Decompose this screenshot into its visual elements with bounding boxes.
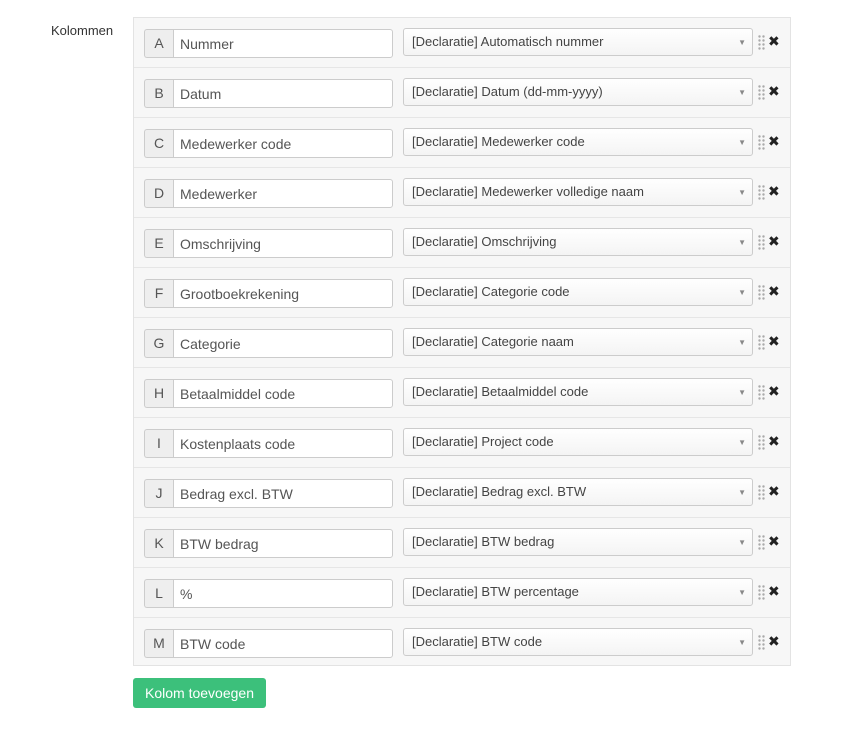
field-select-value: [Declaratie] Omschrijving bbox=[412, 234, 557, 249]
field-select-value: [Declaratie] Categorie code bbox=[412, 284, 570, 299]
field-select-value: [Declaratie] Categorie naam bbox=[412, 334, 574, 349]
field-select[interactable] bbox=[403, 128, 753, 156]
column-row bbox=[134, 418, 790, 468]
column-row bbox=[134, 118, 790, 168]
drag-handle-icon[interactable] bbox=[758, 435, 765, 450]
drag-handle-icon[interactable] bbox=[758, 485, 765, 500]
close-icon[interactable]: ✖ bbox=[768, 483, 780, 499]
column-letter: B bbox=[144, 79, 173, 108]
column-letter: F bbox=[144, 279, 173, 308]
column-row bbox=[134, 268, 790, 318]
column-row bbox=[134, 568, 790, 618]
field-select[interactable] bbox=[403, 628, 753, 656]
column-name-input[interactable] bbox=[173, 529, 393, 558]
chevron-down-icon: ▼ bbox=[738, 488, 746, 497]
drag-handle-icon[interactable] bbox=[758, 85, 765, 100]
column-row bbox=[134, 18, 790, 68]
field-select[interactable] bbox=[403, 378, 753, 406]
columns-list bbox=[133, 17, 791, 666]
close-icon[interactable]: ✖ bbox=[768, 33, 780, 49]
column-letter: H bbox=[144, 379, 173, 408]
column-row bbox=[134, 618, 790, 668]
column-letter: C bbox=[144, 129, 173, 158]
chevron-down-icon: ▼ bbox=[738, 238, 746, 247]
field-select-value: [Declaratie] BTW bedrag bbox=[412, 534, 555, 549]
column-name-input[interactable] bbox=[173, 429, 393, 458]
column-row bbox=[134, 68, 790, 118]
column-letter: E bbox=[144, 229, 173, 258]
close-icon[interactable]: ✖ bbox=[768, 633, 780, 649]
field-select-value: [Declaratie] BTW code bbox=[412, 634, 543, 649]
column-letter: A bbox=[144, 29, 173, 58]
field-select[interactable] bbox=[403, 478, 753, 506]
field-select-value: [Declaratie] Medewerker volledige naam bbox=[412, 184, 644, 199]
field-select-value: [Declaratie] Project code bbox=[412, 434, 554, 449]
field-select[interactable] bbox=[403, 328, 753, 356]
field-select[interactable] bbox=[403, 578, 753, 606]
field-select-value: [Declaratie] Datum (dd-mm-yyyy) bbox=[412, 84, 603, 99]
column-name-input[interactable] bbox=[173, 379, 393, 408]
close-icon[interactable]: ✖ bbox=[768, 533, 780, 549]
close-icon[interactable]: ✖ bbox=[768, 233, 780, 249]
drag-handle-icon[interactable] bbox=[758, 635, 765, 650]
close-icon[interactable]: ✖ bbox=[768, 333, 780, 349]
chevron-down-icon: ▼ bbox=[738, 638, 746, 647]
field-select[interactable] bbox=[403, 78, 753, 106]
close-icon[interactable]: ✖ bbox=[768, 283, 780, 299]
field-select[interactable] bbox=[403, 178, 753, 206]
column-letter: I bbox=[144, 429, 173, 458]
drag-handle-icon[interactable] bbox=[758, 535, 765, 550]
column-letter: D bbox=[144, 179, 173, 208]
chevron-down-icon: ▼ bbox=[738, 288, 746, 297]
column-name-input[interactable] bbox=[173, 329, 393, 358]
field-select[interactable] bbox=[403, 28, 753, 56]
chevron-down-icon: ▼ bbox=[738, 388, 746, 397]
column-name-input[interactable] bbox=[173, 129, 393, 158]
column-name-input[interactable] bbox=[173, 29, 393, 58]
field-select-value: [Declaratie] Automatisch nummer bbox=[412, 34, 604, 49]
column-letter: K bbox=[144, 529, 173, 558]
field-select-value: [Declaratie] Bedrag excl. BTW bbox=[412, 484, 587, 499]
column-row bbox=[134, 468, 790, 518]
drag-handle-icon[interactable] bbox=[758, 185, 765, 200]
column-name-input[interactable] bbox=[173, 629, 393, 658]
drag-handle-icon[interactable] bbox=[758, 335, 765, 350]
close-icon[interactable]: ✖ bbox=[768, 583, 780, 599]
column-row bbox=[134, 368, 790, 418]
column-row bbox=[134, 518, 790, 568]
section-label: Kolommen bbox=[51, 23, 114, 38]
close-icon[interactable]: ✖ bbox=[768, 133, 780, 149]
chevron-down-icon: ▼ bbox=[738, 538, 746, 547]
field-select[interactable] bbox=[403, 278, 753, 306]
chevron-down-icon: ▼ bbox=[738, 338, 746, 347]
chevron-down-icon: ▼ bbox=[738, 38, 746, 47]
close-icon[interactable]: ✖ bbox=[768, 183, 780, 199]
column-letter: M bbox=[144, 629, 173, 658]
drag-handle-icon[interactable] bbox=[758, 585, 765, 600]
field-select[interactable] bbox=[403, 228, 753, 256]
column-name-input[interactable] bbox=[173, 79, 393, 108]
column-name-input[interactable] bbox=[173, 279, 393, 308]
drag-handle-icon[interactable] bbox=[758, 385, 765, 400]
drag-handle-icon[interactable] bbox=[758, 135, 765, 150]
field-select-value: [Declaratie] BTW percentage bbox=[412, 584, 579, 599]
column-row bbox=[134, 318, 790, 368]
field-select[interactable] bbox=[403, 428, 753, 456]
chevron-down-icon: ▼ bbox=[738, 188, 746, 197]
column-letter: L bbox=[144, 579, 173, 608]
close-icon[interactable]: ✖ bbox=[768, 433, 780, 449]
column-name-input[interactable] bbox=[173, 229, 393, 258]
column-letter: G bbox=[144, 329, 173, 358]
column-name-input[interactable] bbox=[173, 479, 393, 508]
add-column-button[interactable]: Kolom toevoegen bbox=[133, 678, 266, 708]
chevron-down-icon: ▼ bbox=[738, 138, 746, 147]
field-select-value: [Declaratie] Medewerker code bbox=[412, 134, 585, 149]
close-icon[interactable]: ✖ bbox=[768, 83, 780, 99]
drag-handle-icon[interactable] bbox=[758, 35, 765, 50]
drag-handle-icon[interactable] bbox=[758, 235, 765, 250]
close-icon[interactable]: ✖ bbox=[768, 383, 780, 399]
field-select[interactable] bbox=[403, 528, 753, 556]
chevron-down-icon: ▼ bbox=[738, 438, 746, 447]
column-name-input[interactable] bbox=[173, 579, 393, 608]
chevron-down-icon: ▼ bbox=[738, 88, 746, 97]
column-row bbox=[134, 168, 790, 218]
column-name-input[interactable] bbox=[173, 179, 393, 208]
column-row bbox=[134, 218, 790, 268]
chevron-down-icon: ▼ bbox=[738, 588, 746, 597]
drag-handle-icon[interactable] bbox=[758, 285, 765, 300]
column-letter: J bbox=[144, 479, 173, 508]
field-select-value: [Declaratie] Betaalmiddel code bbox=[412, 384, 589, 399]
